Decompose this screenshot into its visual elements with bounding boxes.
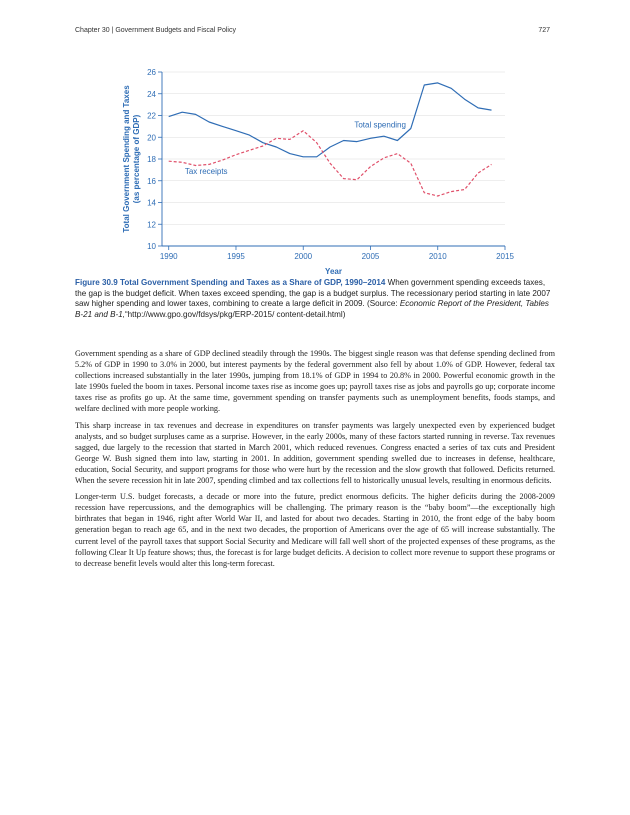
line-chart bbox=[75, 60, 555, 280]
caption-source: Economic Report of the President, Tables B-21 and B-1, bbox=[75, 299, 549, 319]
x-tick-label-2015: 2015 bbox=[496, 252, 514, 261]
caption-source-url: “http://www.gpo.gov/fdsys/pkg/ERP-2015/ content-detail.html) bbox=[124, 309, 346, 319]
paragraph-3: Longer-term U.S. budget forecasts, a decade or more into the future, predict enormous deficits. The higher deficits during the 2008-2009 recession have repercussions, and the demographics will be challenging. The primary reason is the “baby boom”—the exceptionally high birthrates that began in 1946, right after World War II, and lasted for about two decades. Starting in 2010, the front edge of the baby boom generation began to reach age 65, and in the next two decades, the proportion of Americans over the age of 65 will increase substantially. The current level of the payroll taxes that support Social Security and Medicare will fall well short of the projected expenses of these programs, as the following Clear It Up feature shows; thus, the forecast is for large budget deficits. A decision to collect more revenue to support these programs or to decrease benefit levels would alter this long-term forecast. bbox=[75, 492, 555, 568]
chapter-title: Chapter 30 | Government Budgets and Fiscal Policy bbox=[75, 27, 236, 34]
caption-title: Figure 30.9 Total Government Spending and Taxes as a Share of GDP, 1990–2014 bbox=[75, 278, 386, 287]
y-axis-title-line2: (as percentage of GDP) bbox=[132, 114, 141, 204]
paragraph-2: This sharp increase in tax revenues and decrease in expenditures on transfer payments was largely unexpected even by experienced budget analysts, and so budget surpluses came as a surprise. However, in the early 2000s, many of these factors started running in reverse. Tax revenues sagged, due largely to the recession that started in March 2001, which reduced revenues. Congress enacted a series of tax cuts and President George W. Bush signed them into law, starting in 2001. In addition, government spending swelled due to increases in defense, healthcare, education, Social Security, and support programs for those who were hurt by the recession and the slow growth that followed. Deficits returned. When the severe recession hit in late 2007, spending climbed and tax collections fell to historically unusual levels, resulting in enormous deficits. bbox=[75, 420, 555, 486]
y-tick-label-24: 24 bbox=[147, 89, 156, 99]
y-tick-label-16: 16 bbox=[147, 176, 156, 186]
series-lines bbox=[169, 83, 492, 196]
y-tick-label-20: 20 bbox=[147, 133, 156, 143]
x-tick-label-2000: 2000 bbox=[294, 252, 313, 261]
y-tick-labels bbox=[147, 68, 156, 251]
y-tick-label-26: 26 bbox=[147, 68, 156, 77]
x-tick-label-2010: 2010 bbox=[428, 252, 447, 261]
y-tick-label-12: 12 bbox=[147, 220, 156, 230]
y-tick-label-10: 10 bbox=[147, 242, 156, 251]
figure-chart bbox=[75, 60, 555, 280]
x-tick-labels bbox=[160, 252, 515, 261]
grid-lines bbox=[162, 72, 505, 224]
page-number: 727 bbox=[538, 27, 550, 34]
series-label-spending: Total spending bbox=[354, 120, 406, 130]
x-tick-label-1990: 1990 bbox=[159, 252, 178, 261]
y-tick-label-14: 14 bbox=[147, 198, 156, 208]
x-tick-label-2005: 2005 bbox=[361, 252, 380, 261]
y-axis-title bbox=[122, 85, 141, 233]
page-header bbox=[75, 27, 550, 39]
paragraph-1: Government spending as a share of GDP declined steadily through the 1990s. The biggest single reason was that defense spending declined from 5.2% of GDP in 1990 to 3.0% in 2000, but interest payments by the federal government also fell by about 1.0% of GDP. However, federal tax collections increased substantially in the later 1990s, jumping from 18.1% of GDP in 1994 to 20.8% in 2000. Powerful economic growth in the late 1990s fueled the boom in taxes. Personal income taxes rise as income goes up; payroll taxes rise as jobs and payrolls go up; corporate income taxes rise as profits go up. At the same time, government spending on transfer payments such as unemployment benefits, foods stamps, and welfare declined with more people working. bbox=[75, 349, 555, 414]
caption-text: When government spending exceeds taxes, the gap is the budget deficit. When taxes exceed spending, the gap is a budget surplus. The recessionary period starting in late 2007 saw higher spending and lower taxes, combining to create a large deficit in 2009. (Source: bbox=[75, 278, 551, 309]
series-line-tax-receipts bbox=[169, 131, 492, 196]
y-axis-title-line1: Total Government Spending and Taxes bbox=[122, 85, 131, 233]
series-label-tax: Tax receipts bbox=[184, 167, 228, 177]
y-tick-label-22: 22 bbox=[147, 111, 156, 121]
x-tick-label-1995: 1995 bbox=[227, 252, 245, 261]
body-text bbox=[75, 348, 555, 569]
x-axis-title: Year bbox=[325, 267, 342, 276]
figure-caption bbox=[75, 278, 555, 320]
y-tick-label-18: 18 bbox=[147, 155, 156, 164]
axes bbox=[158, 72, 505, 250]
